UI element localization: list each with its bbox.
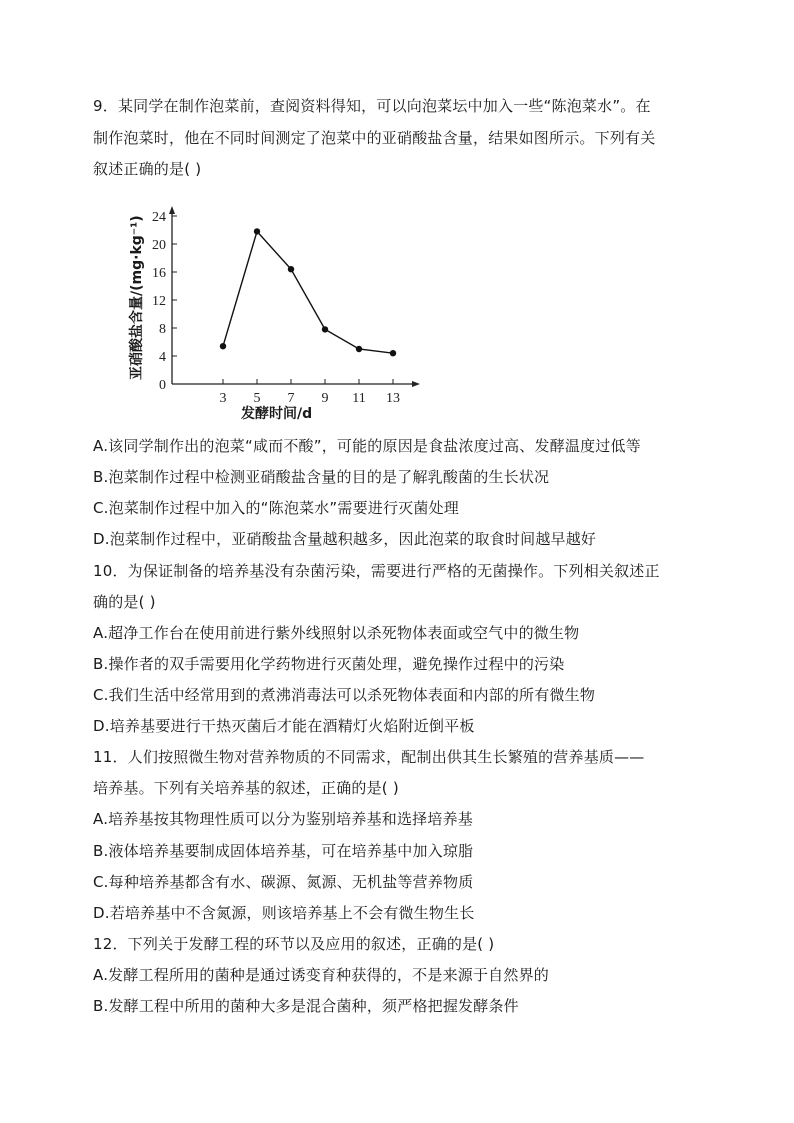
data-point: [288, 266, 294, 272]
nitrite-series-line: [223, 231, 393, 353]
q9-stem-line-3: 叙述正确的是( ): [93, 160, 202, 178]
y-tick-label: 16: [152, 266, 166, 281]
data-point: [220, 343, 226, 349]
q10-stem-line-2: 确的是( ): [93, 593, 156, 611]
chart-x-axis-label: 发酵时间/d: [241, 406, 313, 422]
q11-option-b: B.液体培养基要制成固体培养基，可在培养基中加入琼脂: [93, 842, 474, 860]
q11-option-a: A.培养基按其物理性质可以分为鉴别培养基和选择培养基: [93, 810, 473, 828]
x-tick-label: 7: [287, 391, 295, 406]
q11-stem-line-2: 培养基。下列有关培养基的叙述，正确的是( ): [93, 779, 399, 797]
y-axis-arrow: [169, 206, 175, 214]
q12-option-b: B.发酵工程中所用的菌种大多是混合菌种，须严格把握发酵条件: [93, 997, 519, 1015]
q10-stem-line-1: 10．为保证制备的培养基没有杂菌污染，需要进行严格的无菌操作。下列相关叙述正: [93, 562, 660, 580]
y-tick-label: 20: [152, 238, 166, 253]
q10-option-c: C.我们生活中经常用到的煮沸消毒法可以杀死物体表面和内部的所有微生物: [93, 686, 596, 704]
data-point: [254, 228, 260, 234]
data-point: [390, 350, 396, 356]
q12-stem-line-1: 12．下列关于发酵工程的环节以及应用的叙述，正确的是( ): [93, 935, 495, 953]
chart-y-axis-label: 亚硝酸盐含量/(mg·kg⁻¹): [129, 215, 145, 380]
q12-option-a: A.发酵工程所用的菌种是通过诱变育种获得的，不是来源于自然界的: [93, 966, 549, 984]
q9-option-a: A.该同学制作出的泡菜“咸而不酸”，可能的原因是食盐浓度过高、发酵温度过低等: [93, 437, 641, 455]
q10-option-a: A.超净工作台在使用前进行紫外线照射以杀死物体表面或空气中的微生物: [93, 624, 580, 642]
data-point: [356, 346, 362, 352]
x-tick-label: 11: [352, 391, 366, 406]
nitrite-chart: [120, 198, 420, 428]
y-tick-label: 24: [152, 210, 166, 225]
q10-option-d: D.培养基要进行干热灭菌后才能在酒精灯火焰附近倒平板: [93, 717, 475, 735]
q11-stem-line-1: 11．人们按照微生物对营养物质的不同需求，配制出供其生长繁殖的营养基质——: [93, 748, 645, 766]
nitrite-chart-svg: [120, 198, 420, 428]
data-point: [322, 326, 328, 332]
x-tick-label: 5: [253, 391, 261, 406]
q9-option-b: B.泡菜制作过程中检测亚硝酸盐含量的目的是了解乳酸菌的生长状况: [93, 468, 550, 486]
y-tick-label: 12: [152, 294, 166, 309]
q11-option-d: D.若培养基中不含氮源，则该培养基上不会有微生物生长: [93, 904, 475, 922]
x-tick-label: 13: [386, 391, 400, 406]
y-tick-label: 8: [159, 322, 166, 337]
q9-option-d: D.泡菜制作过程中，亚硝酸盐含量越积越多，因此泡菜的取食时间越早越好: [93, 530, 597, 548]
x-tick-label: 9: [321, 391, 329, 406]
x-axis-arrow: [412, 381, 420, 387]
y-tick-label: 0: [159, 378, 166, 393]
q9-option-c: C.泡菜制作过程中加入的“陈泡菜水”需要进行灭菌处理: [93, 499, 459, 517]
q9-stem-line-2: 制作泡菜时，他在不同时间测定了泡菜中的亚硝酸盐含量，结果如图所示。下列有关: [93, 129, 656, 147]
x-tick-label: 3: [219, 391, 227, 406]
q9-stem-line-1: 9．某同学在制作泡菜前，查阅资料得知，可以向泡菜坛中加入一些“陈泡菜水”。在: [93, 97, 651, 115]
q11-option-c: C.每种培养基都含有水、碳源、氮源、无机盐等营养物质: [93, 873, 474, 891]
q10-option-b: B.操作者的双手需要用化学药物进行灭菌处理，避免操作过程中的污染: [93, 655, 565, 673]
y-tick-label: 4: [159, 350, 166, 365]
